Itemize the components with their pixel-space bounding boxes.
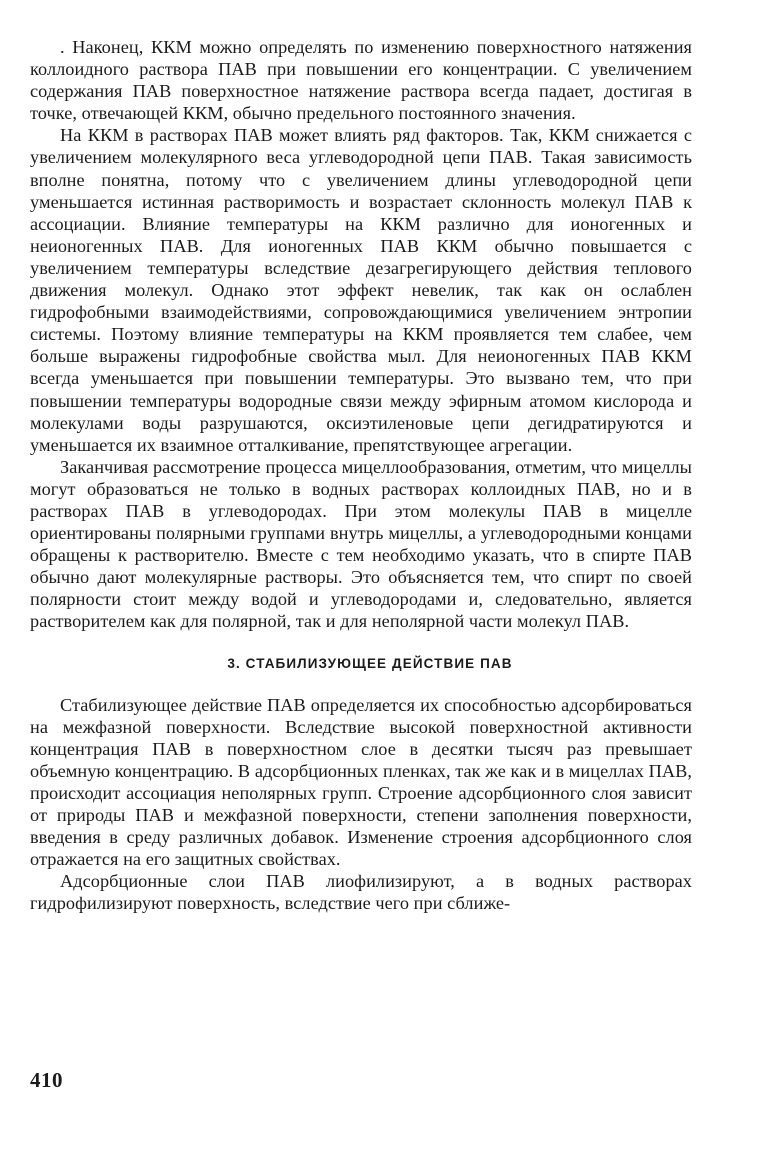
paragraph-ccm-factors: На ККМ в растворах ПАВ может влиять ряд факторов. Так, ККМ снижается с увеличением молекулярного веса углеводородной цепи ПАВ. Такая зависимость вполне понятна, потому что с увеличением длины углеводородной цепи уменьшается истинная растворимость и возрастает склонность молекул ПАВ к ассоциации. Влияние температуры на ККМ различно для ионогенных и неионогенных ПАВ. Для ионогенных ПАВ ККМ обычно повышается с увеличением температуры вследствие дезагрегирующего действия теплового движения молекул. Однако этот эффект невелик, так как он ослаблен гидрофобными взаимодействиями, сопровождающимися увеличением энтропии системы. Поэтому влияние температуры на ККМ проявляется тем слабее, чем больше выражены гидрофобные свойства мыл. Для неионогенных ПАВ ККМ всегда уменьшается при повышении температуры. Это вызвано тем, что при повышении температуры водородные связи между эфирным атомом кислорода и молекулами воды разрушаются, оксиэтиленовые цепи дегидратируются и уменьшается их взаимное отталкивание, препятствующее агрегации.	[30, 125, 692, 455]
page-text	[30, 36, 692, 914]
section-heading: 3. СТАБИЛИЗУЮЩЕЕ ДЕЙСТВИЕ ПАВ	[227, 655, 513, 671]
page-number: 410	[30, 1068, 63, 1092]
paragraph-micelle-conclusion: Заканчивая рассмотрение процесса мицеллообразования, отметим, что мицеллы могут образоваться не только в водных растворах коллоидных ПАВ, но и в растворах ПАВ в углеводородах. При этом молекулы ПАВ в мицелле ориентированы полярными группами внутрь мицеллы, а углеводородными концами обращены к растворителю. Вместе с тем необходимо указать, что в спирте ПАВ обычно дают молекулярные растворы. Это объясняется тем, что спирт по своей полярности стоит между водой и углеводородами и, следовательно, является растворителем как для полярной, так и для неполярной части молекул ПАВ.	[30, 456, 692, 632]
paragraph-adsorption-layers: Адсорбционные слои ПАВ лиофилизируют, а в водных растворах гидрофилизируют поверхность, вследствие чего при сближе-	[30, 871, 692, 914]
paragraph-ccm-surface-tension: . Наконец, ККМ можно определять по изменению поверхностного натяжения коллоидного раствора ПАВ при повышении его концентрации. С увеличением содержания ПАВ поверхностное натяжение раствора всегда падает, достигая в точке, отвечающей ККМ, обычно предельного постоянного значения.	[30, 37, 692, 124]
paragraph-stabilizing-action: Стабилизующее действие ПАВ определяется их способностью адсорбироваться на межфазной поверхности. Вследствие высокой поверхностной активности концентрация ПАВ в поверхностном слое в десятки тысяч раз превышает объемную концентрацию. В адсорбционных пленках, так же как и в мицеллах ПАВ, происходит ассоциация неполярных групп. Строение адсорбционного слоя зависит от природы ПАВ и межфазной поверхности, степени заполнения поверхности, введения в среду различных добавок. Изменение строения адсорбционного слоя отражается на его защитных свойствах.	[30, 694, 692, 870]
